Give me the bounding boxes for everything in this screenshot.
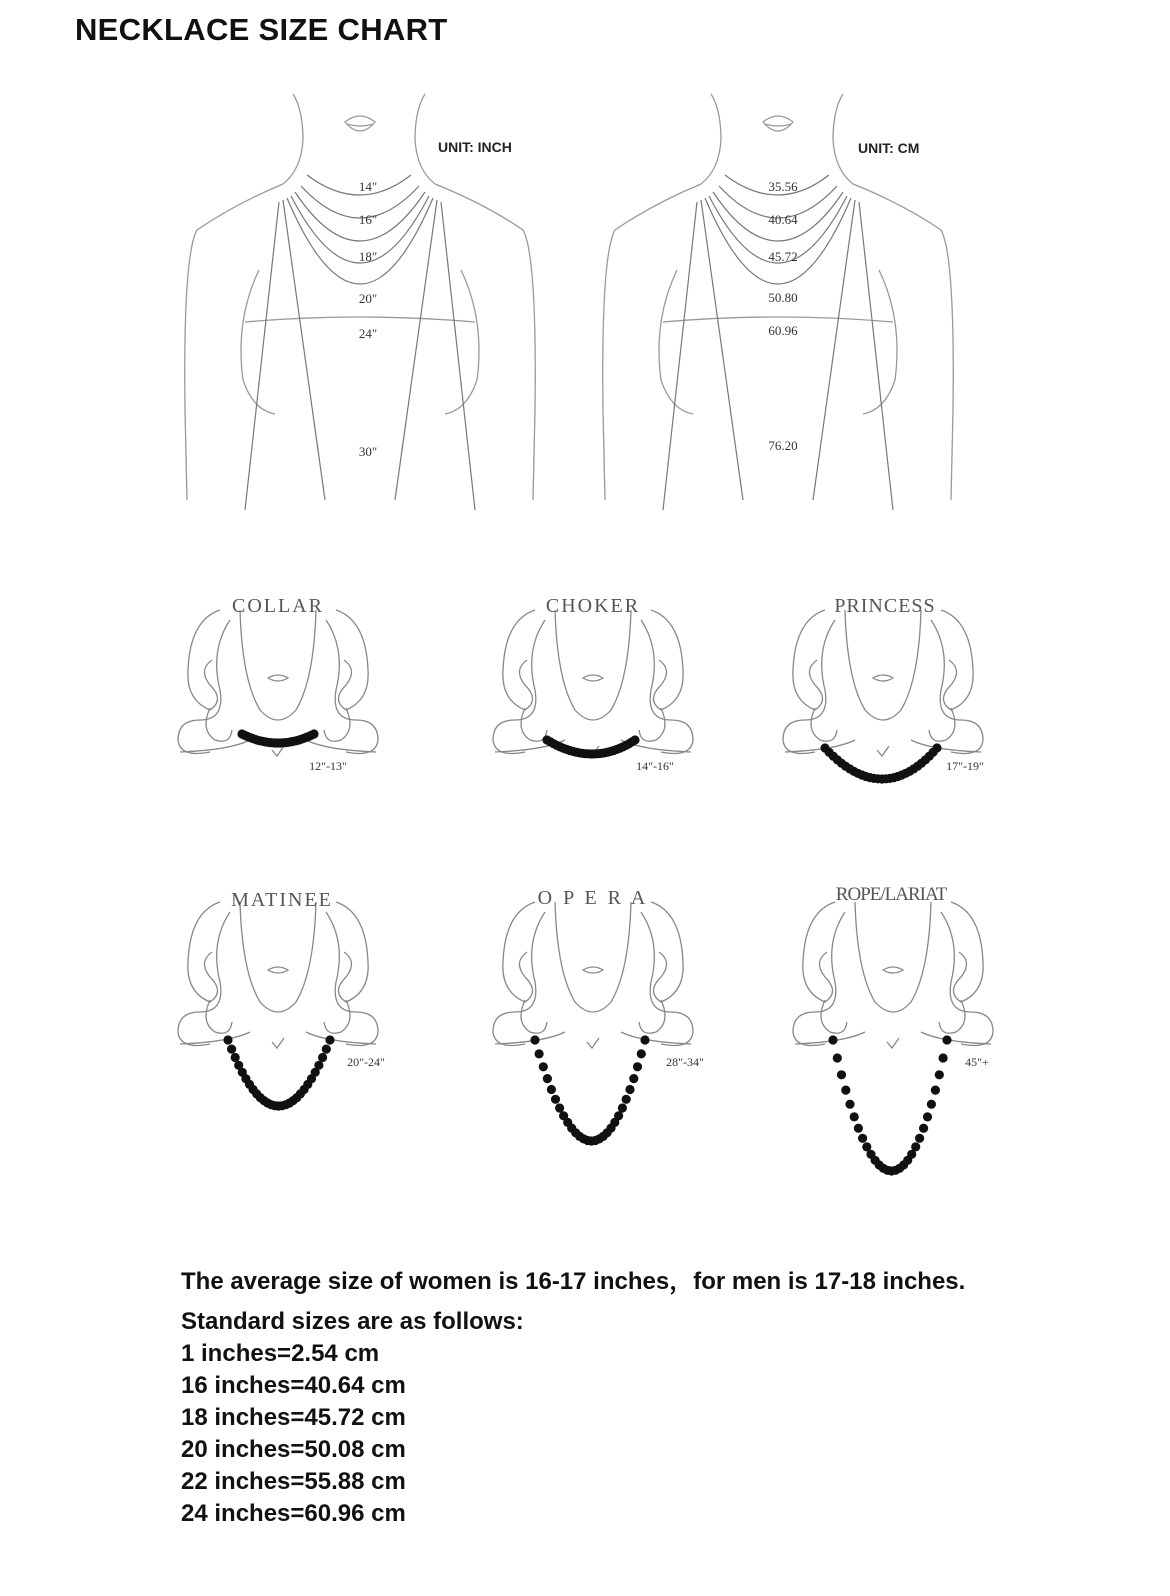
- rope-lariat-illustration: [785, 882, 1045, 1212]
- necklace-bead: [837, 1070, 846, 1079]
- hair-curl-line: [793, 610, 825, 710]
- face-outline: [845, 610, 921, 720]
- necklace-bead: [630, 735, 639, 744]
- necklace-bead: [629, 1074, 638, 1083]
- style-range-rope-lariat: 45"+: [965, 1055, 989, 1069]
- hair-curl-line: [793, 912, 845, 1046]
- matinee-illustration: [170, 882, 430, 1212]
- hair-curl-line: [493, 620, 545, 754]
- necklace-bead: [833, 1053, 842, 1062]
- hair-curl-line: [503, 610, 535, 710]
- collarbone-mark: [877, 746, 889, 756]
- hair-curl-line: [178, 912, 230, 1046]
- style-rope-lariat: [785, 882, 1045, 1212]
- necklace-bead: [845, 1100, 854, 1109]
- hair-curl-line: [493, 912, 545, 1046]
- shoulder-line: [921, 1032, 991, 1044]
- style-name-rope-lariat: ROPE/LARIAT: [835, 884, 947, 905]
- necklace-bead: [614, 1111, 623, 1120]
- shoulder-line: [180, 740, 250, 752]
- necklace-bead: [931, 1086, 940, 1095]
- hair-curl-line: [336, 902, 368, 1002]
- torso-diagram-inch: [175, 80, 595, 510]
- hair-curl-line: [188, 610, 220, 710]
- inch-length-24: 24": [358, 326, 378, 341]
- style-collar: [170, 590, 430, 920]
- shoulder-line: [621, 1032, 691, 1044]
- lips-outline: [583, 967, 603, 973]
- lips-outline: [268, 967, 288, 973]
- inch-length-20: 20": [358, 291, 378, 306]
- torso-illustration-inch: [175, 80, 595, 510]
- lips-outline: [883, 967, 903, 973]
- cm-length-50-80: 50.80: [768, 290, 798, 305]
- hair-curl-line: [803, 902, 835, 1002]
- conversion-1-inch: 1 inches=2.54 cm: [181, 1340, 380, 1367]
- necklace-bead: [850, 1112, 859, 1121]
- necklace-bead: [935, 1070, 944, 1079]
- inch-length-16: 16": [358, 212, 378, 227]
- collarbone-mark: [587, 1038, 599, 1048]
- necklace-bead: [858, 1134, 867, 1143]
- hair-curl-line: [929, 708, 955, 741]
- necklace-bead: [322, 1045, 331, 1054]
- hair-curl-line: [326, 620, 378, 754]
- necklace-bead: [915, 1134, 924, 1143]
- style-range-princess: 17"-19": [946, 759, 984, 773]
- style-matinee: [170, 882, 430, 1212]
- hair-curl-line: [503, 902, 535, 1002]
- lips-outline: [583, 675, 603, 681]
- style-range-opera: 28"-34": [666, 1055, 704, 1069]
- necklace-bead: [622, 1095, 631, 1104]
- face-outline: [240, 902, 316, 1012]
- shoulder-line: [306, 740, 376, 752]
- style-name-opera: O P E R A: [537, 887, 649, 909]
- necklace-bead: [841, 1086, 850, 1095]
- hair-curl-line: [324, 708, 350, 741]
- necklace-bead: [227, 1045, 236, 1054]
- unit-label-cm: UNIT: CM: [858, 140, 920, 156]
- necklace-bead: [923, 1112, 932, 1121]
- face-outline: [555, 610, 631, 720]
- torso-illustration-cm: [593, 80, 1013, 510]
- torso-diagram-cm: [593, 80, 1013, 510]
- hair-curl-line: [206, 708, 232, 741]
- necklace-bead: [535, 1049, 544, 1058]
- necklace-bead: [640, 1035, 649, 1044]
- necklace-bead: [942, 1035, 951, 1044]
- necklace-bead: [551, 1095, 560, 1104]
- choker-illustration: [485, 590, 745, 920]
- necklace-bead: [919, 1124, 928, 1133]
- necklace-bead: [314, 1061, 323, 1070]
- hair-curl-line: [206, 1000, 232, 1033]
- hair-curl-line: [324, 1000, 350, 1033]
- collarbone-mark: [887, 1038, 899, 1048]
- shoulder-line: [495, 1032, 565, 1044]
- necklace-bead: [223, 1035, 232, 1044]
- shoulder-line: [911, 740, 981, 752]
- conversion-20-inch: 20 inches=50.08 cm: [181, 1436, 406, 1463]
- necklace-bead: [854, 1124, 863, 1133]
- hair-curl-line: [326, 912, 378, 1046]
- hair-curl-line: [931, 620, 983, 754]
- necklace-bead: [625, 1085, 634, 1094]
- conversion-22-inch: 22 inches=55.88 cm: [181, 1468, 406, 1495]
- necklace-bead: [637, 1049, 646, 1058]
- hair-curl-line: [639, 708, 665, 741]
- necklace-bead: [911, 1142, 920, 1151]
- style-name-collar: COLLAR: [232, 595, 324, 617]
- hair-curl-line: [641, 620, 693, 754]
- hair-curl-line: [651, 902, 683, 1002]
- hair-curl-line: [336, 610, 368, 710]
- necklace-bead: [309, 729, 318, 738]
- hair-curl-line: [521, 708, 547, 741]
- style-opera: [485, 882, 745, 1212]
- face-outline: [240, 610, 316, 720]
- necklace-bead: [547, 1085, 556, 1094]
- hair-curl-line: [783, 620, 835, 754]
- inch-length-14: 14": [358, 179, 378, 194]
- conversion-16-inch: 16 inches=40.64 cm: [181, 1372, 406, 1399]
- lips-outline: [873, 675, 893, 681]
- shoulder-line: [180, 1032, 250, 1044]
- average-size-note: The average size of women is 16-17 inches，for men is 17-18 inches.: [181, 1268, 966, 1295]
- necklace-bead: [318, 1053, 327, 1062]
- necklace-bead: [543, 1074, 552, 1083]
- cm-length-60-96: 60.96: [768, 323, 798, 338]
- opera-illustration: [485, 882, 745, 1212]
- face-outline: [855, 902, 931, 1012]
- necklace-bead: [539, 1062, 548, 1071]
- hair-curl-line: [639, 1000, 665, 1033]
- necklace-bead: [325, 1035, 334, 1044]
- inch-length-18: 18": [358, 249, 378, 264]
- style-princess: [775, 590, 1035, 920]
- size-notes: [181, 1266, 965, 1530]
- style-range-choker: 14"-16": [636, 759, 674, 773]
- style-choker: [485, 590, 745, 920]
- hair-curl-line: [651, 610, 683, 710]
- shoulder-line: [306, 1032, 376, 1044]
- necklace-bead: [618, 1103, 627, 1112]
- inch-length-30: 30": [358, 444, 378, 459]
- necklace-bead: [932, 743, 941, 752]
- hair-curl-line: [188, 902, 220, 1002]
- hair-curl-line: [641, 912, 693, 1046]
- necklace-bead: [633, 1062, 642, 1071]
- collarbone-mark: [272, 1038, 284, 1048]
- lips-outline: [268, 675, 288, 681]
- style-name-matinee: MATINEE: [231, 889, 333, 911]
- hair-curl-line: [951, 902, 983, 1002]
- hair-curl-line: [941, 610, 973, 710]
- hair-curl-line: [941, 912, 993, 1046]
- conversion-18-inch: 18 inches=45.72 cm: [181, 1404, 406, 1431]
- hair-curl-line: [821, 1000, 847, 1033]
- necklace-bead: [530, 1035, 539, 1044]
- cm-length-40-64: 40.64: [768, 212, 798, 227]
- unit-label-inch: UNIT: INCH: [438, 139, 512, 155]
- style-name-choker: CHOKER: [545, 595, 641, 617]
- necklace-bead: [555, 1103, 564, 1112]
- necklace-bead: [939, 1053, 948, 1062]
- hair-curl-line: [939, 1000, 965, 1033]
- princess-illustration: [775, 590, 1035, 920]
- cm-length-45-72: 45.72: [768, 249, 798, 264]
- style-name-princess: PRINCESS: [834, 595, 936, 617]
- hair-curl-line: [178, 620, 230, 754]
- page-title: NECKLACE SIZE CHART: [75, 12, 448, 47]
- hair-curl-line: [521, 1000, 547, 1033]
- necklace-bead: [828, 1035, 837, 1044]
- conversion-24-inch: 24 inches=60.96 cm: [181, 1500, 406, 1527]
- standard-sizes-heading: Standard sizes are as follows:: [181, 1308, 524, 1335]
- necklace-bead: [927, 1100, 936, 1109]
- face-outline: [555, 902, 631, 1012]
- style-range-matinee: 20"-24": [347, 1055, 385, 1069]
- style-range-collar: 12"-13": [309, 759, 347, 773]
- hair-curl-line: [811, 708, 837, 741]
- cm-length-76-20: 76.20: [768, 438, 798, 453]
- collar-illustration: [170, 590, 430, 920]
- cm-length-35-56: 35.56: [768, 179, 798, 194]
- shoulder-line: [785, 740, 855, 752]
